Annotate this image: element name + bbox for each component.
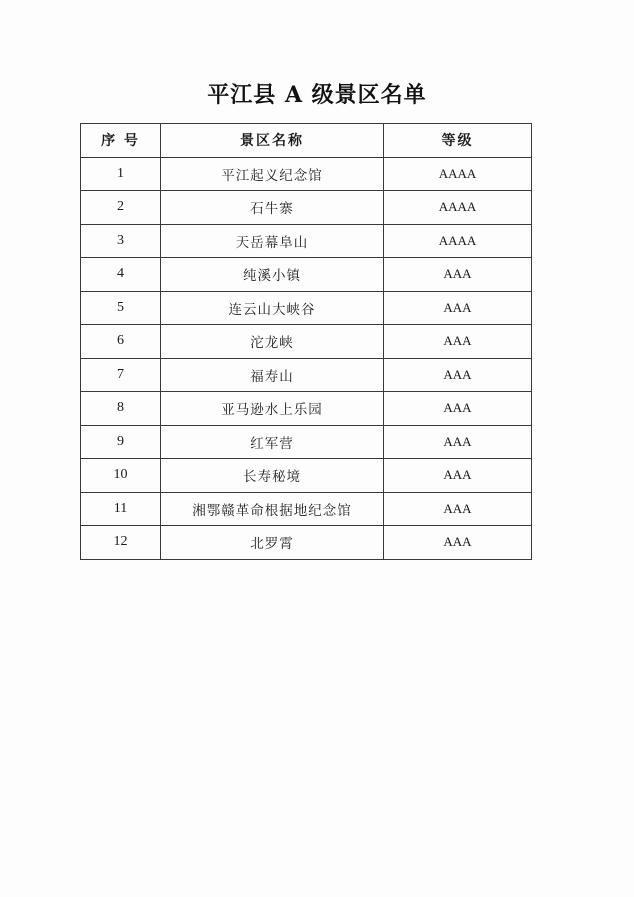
cell-serial-number: 6 xyxy=(81,325,161,359)
table-row xyxy=(81,291,532,325)
cell-scenic-name: 湘鄂赣革命根据地纪念馆 xyxy=(161,492,384,526)
cell-scenic-name: 红军营 xyxy=(161,425,384,459)
cell-serial-number: 4 xyxy=(81,258,161,292)
table-row xyxy=(81,492,532,526)
cell-scenic-name: 石牛寨 xyxy=(161,191,384,225)
cell-serial-number: 11 xyxy=(81,492,161,526)
header-serial-number: 序 号 xyxy=(81,124,161,158)
cell-scenic-name: 天岳幕阜山 xyxy=(161,224,384,258)
cell-serial-number: 9 xyxy=(81,425,161,459)
header-scenic-name: 景区名称 xyxy=(161,124,384,158)
cell-grade: AAA xyxy=(384,459,532,493)
cell-scenic-name: 平江起义纪念馆 xyxy=(161,157,384,191)
cell-scenic-name: 长寿秘境 xyxy=(161,459,384,493)
cell-grade: AAA xyxy=(384,392,532,426)
scenic-area-table xyxy=(80,123,532,560)
table-row xyxy=(81,459,532,493)
cell-serial-number: 2 xyxy=(81,191,161,225)
cell-serial-number: 5 xyxy=(81,291,161,325)
table-row xyxy=(81,425,532,459)
cell-grade: AAA xyxy=(384,291,532,325)
cell-grade: AAA xyxy=(384,526,532,560)
cell-grade: AAAA xyxy=(384,157,532,191)
table-row xyxy=(81,258,532,292)
cell-scenic-name: 沱龙峡 xyxy=(161,325,384,359)
table-row xyxy=(81,191,532,225)
cell-grade: AAAA xyxy=(384,224,532,258)
table-row xyxy=(81,392,532,426)
cell-serial-number: 12 xyxy=(81,526,161,560)
document-title: 平江县 A 级景区名单 xyxy=(207,82,427,108)
table-row xyxy=(81,358,532,392)
cell-grade: AAA xyxy=(384,325,532,359)
cell-grade: AAA xyxy=(384,492,532,526)
cell-scenic-name: 亚马逊水上乐园 xyxy=(161,392,384,426)
cell-grade: AAA xyxy=(384,425,532,459)
table-row xyxy=(81,157,532,191)
cell-scenic-name: 纯溪小镇 xyxy=(161,258,384,292)
cell-grade: AAAA xyxy=(384,191,532,225)
header-grade: 等级 xyxy=(384,124,532,158)
table-row xyxy=(81,325,532,359)
table-row xyxy=(81,224,532,258)
cell-scenic-name: 福寿山 xyxy=(161,358,384,392)
cell-scenic-name: 连云山大峡谷 xyxy=(161,291,384,325)
cell-grade: AAA xyxy=(384,258,532,292)
cell-serial-number: 3 xyxy=(81,224,161,258)
cell-serial-number: 7 xyxy=(81,358,161,392)
cell-grade: AAA xyxy=(384,358,532,392)
table-header-row xyxy=(81,124,532,158)
cell-scenic-name: 北罗霄 xyxy=(161,526,384,560)
cell-serial-number: 1 xyxy=(81,157,161,191)
cell-serial-number: 8 xyxy=(81,392,161,426)
table-row xyxy=(81,526,532,560)
cell-serial-number: 10 xyxy=(81,459,161,493)
